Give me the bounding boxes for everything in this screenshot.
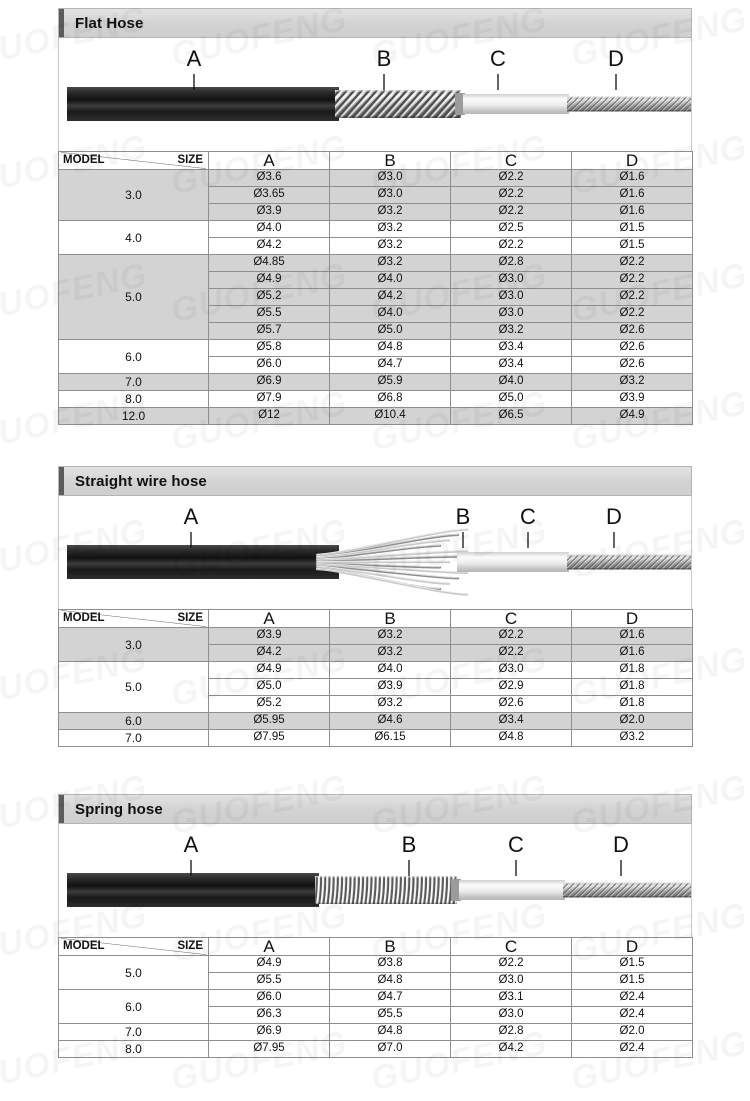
table-row (59, 221, 693, 238)
dim-cell-c: Ø5.0 (451, 391, 572, 408)
dim-cell-b: Ø3.2 (330, 645, 451, 662)
dim-cell-d: Ø2.4 (572, 990, 693, 1007)
dim-cell-a: Ø4.85 (209, 255, 330, 272)
diagram-area-flat-hose (58, 38, 692, 151)
dim-cell-d: Ø1.6 (572, 170, 693, 187)
steel-cable (548, 883, 691, 898)
column-header-c: C (451, 938, 572, 956)
dim-cell-b: Ø6.15 (330, 730, 451, 747)
column-header-d: D (572, 938, 693, 956)
diagram-label-c: C (520, 504, 536, 529)
corner-header-cell (59, 938, 209, 956)
steel-cable (552, 97, 691, 112)
diagram-label-c: C (508, 832, 524, 857)
dim-cell-c: Ø3.0 (451, 973, 572, 990)
diagram-label-c: C (490, 46, 506, 71)
dim-cell-d: Ø1.8 (572, 662, 693, 679)
model-cell: 6.0 (59, 990, 209, 1024)
spring-coil (315, 876, 457, 904)
model-cell: 5.0 (59, 662, 209, 713)
dim-cell-b: Ø3.8 (330, 956, 451, 973)
table-row (59, 340, 693, 357)
dim-cell-b: Ø4.7 (330, 990, 451, 1007)
dim-cell-d: Ø4.9 (572, 408, 693, 425)
outer-jacket (67, 873, 319, 907)
dim-cell-d: Ø2.2 (572, 255, 693, 272)
dim-cell-b: Ø4.6 (330, 713, 451, 730)
model-cell: 12.0 (59, 408, 209, 425)
dim-cell-a: Ø5.7 (209, 323, 330, 340)
dim-cell-a: Ø5.8 (209, 340, 330, 357)
dim-cell-a: Ø3.9 (209, 628, 330, 645)
model-axis-label: MODEL (63, 611, 105, 624)
dim-cell-c: Ø6.5 (451, 408, 572, 425)
dim-cell-b: Ø3.2 (330, 204, 451, 221)
model-cell: 7.0 (59, 1024, 209, 1041)
dim-cell-b: Ø3.2 (330, 696, 451, 713)
dim-cell-d: Ø3.2 (572, 374, 693, 391)
model-cell: 7.0 (59, 730, 209, 747)
dim-cell-c: Ø3.4 (451, 340, 572, 357)
dim-cell-d: Ø2.2 (572, 272, 693, 289)
dim-cell-a: Ø7.9 (209, 391, 330, 408)
dim-cell-d: Ø1.6 (572, 645, 693, 662)
diagram-label-d: D (606, 504, 622, 529)
dim-cell-d: Ø1.6 (572, 628, 693, 645)
dim-cell-b: Ø10.4 (330, 408, 451, 425)
size-axis-label: SIZE (177, 940, 203, 952)
table-row (59, 255, 693, 272)
dim-cell-a: Ø3.9 (209, 204, 330, 221)
dim-cell-a: Ø4.2 (209, 645, 330, 662)
table-header-row (59, 938, 693, 956)
dim-cell-b: Ø4.2 (330, 289, 451, 306)
size-axis-label: SIZE (177, 154, 203, 166)
corner-header-cell (59, 610, 209, 628)
section-straight-wire-hose (58, 466, 692, 747)
dim-cell-a: Ø5.5 (209, 306, 330, 323)
dim-cell-c: Ø3.0 (451, 1007, 572, 1024)
dim-cell-d: Ø1.5 (572, 238, 693, 255)
dim-cell-b: Ø4.8 (330, 973, 451, 990)
dim-cell-d: Ø2.6 (572, 340, 693, 357)
dim-cell-b: Ø3.0 (330, 187, 451, 204)
dim-cell-d: Ø2.2 (572, 289, 693, 306)
dim-cell-c: Ø3.0 (451, 662, 572, 679)
diagram-label-d: D (613, 832, 629, 857)
diagram-label-a: A (186, 46, 202, 71)
table-row (59, 1024, 693, 1041)
dim-cell-a: Ø6.9 (209, 1024, 330, 1041)
dim-cell-d: Ø3.2 (572, 730, 693, 747)
hose-diagram-straight-wire-hose (59, 496, 691, 609)
model-cell: 3.0 (59, 628, 209, 662)
dim-cell-c: Ø2.2 (451, 956, 572, 973)
column-header-a: A (209, 938, 330, 956)
table-row (59, 374, 693, 391)
diagram-label-d: D (608, 46, 624, 71)
dim-cell-b: Ø4.0 (330, 306, 451, 323)
dim-cell-a: Ø5.95 (209, 713, 330, 730)
straight-wire-bundle (317, 529, 467, 595)
inner-liner (459, 880, 565, 900)
dim-cell-b: Ø7.0 (330, 1041, 451, 1058)
diagram-label-a: A (183, 832, 199, 857)
spec-table-flat-hose (58, 151, 693, 425)
dim-cell-c: Ø3.1 (451, 990, 572, 1007)
dim-cell-d: Ø2.0 (572, 713, 693, 730)
dim-cell-a: Ø3.65 (209, 187, 330, 204)
column-header-b: B (330, 152, 451, 170)
model-axis-label: MODEL (63, 939, 105, 952)
dim-cell-b: Ø4.8 (330, 340, 451, 357)
inner-liner (457, 552, 569, 572)
dim-cell-d: Ø1.6 (572, 204, 693, 221)
diagram-label-b: B (376, 46, 392, 71)
section-title: Flat Hose (75, 14, 144, 32)
dim-cell-c: Ø2.2 (451, 170, 572, 187)
dim-cell-d: Ø1.5 (572, 973, 693, 990)
dim-cell-a: Ø4.2 (209, 238, 330, 255)
diagram-label-b: B (455, 504, 471, 529)
dim-cell-a: Ø6.0 (209, 357, 330, 374)
dim-cell-b: Ø4.0 (330, 272, 451, 289)
model-cell: 7.0 (59, 374, 209, 391)
column-header-c: C (451, 610, 572, 628)
dim-cell-d: Ø2.2 (572, 306, 693, 323)
diagram-label-b: B (401, 832, 417, 857)
dim-cell-a: Ø4.9 (209, 662, 330, 679)
dim-cell-c: Ø2.6 (451, 696, 572, 713)
dim-cell-b: Ø4.7 (330, 357, 451, 374)
dim-cell-c: Ø4.0 (451, 374, 572, 391)
dim-cell-a: Ø6.0 (209, 990, 330, 1007)
outer-jacket (67, 545, 339, 579)
corner-header-cell (59, 152, 209, 170)
diagram-area-straight-wire-hose (58, 496, 692, 609)
section-title: Straight wire hose (75, 472, 207, 490)
outer-jacket (67, 87, 339, 121)
dim-cell-a: Ø7.95 (209, 1041, 330, 1058)
model-cell: 6.0 (59, 713, 209, 730)
dim-cell-d: Ø2.0 (572, 1024, 693, 1041)
table-row (59, 990, 693, 1007)
dim-cell-b: Ø4.0 (330, 662, 451, 679)
dim-cell-b: Ø4.8 (330, 1024, 451, 1041)
dim-cell-a: Ø7.95 (209, 730, 330, 747)
dim-cell-b: Ø5.5 (330, 1007, 451, 1024)
hose-diagram-spring-hose (59, 824, 691, 937)
dim-cell-c: Ø2.8 (451, 1024, 572, 1041)
table-header-row (59, 152, 693, 170)
dim-cell-c: Ø2.2 (451, 187, 572, 204)
hose-diagram-flat-wire-hose (59, 38, 691, 151)
dim-cell-b: Ø5.9 (330, 374, 451, 391)
dim-cell-d: Ø2.4 (572, 1007, 693, 1024)
dim-cell-a: Ø5.2 (209, 696, 330, 713)
dim-cell-c: Ø2.8 (451, 255, 572, 272)
dim-cell-c: Ø4.8 (451, 730, 572, 747)
table-row (59, 170, 693, 187)
model-cell: 8.0 (59, 1041, 209, 1058)
dim-cell-b: Ø3.2 (330, 255, 451, 272)
table-row (59, 713, 693, 730)
column-header-d: D (572, 152, 693, 170)
dim-cell-a: Ø4.9 (209, 272, 330, 289)
dim-cell-c: Ø3.0 (451, 289, 572, 306)
table-header-row (59, 610, 693, 628)
dim-cell-d: Ø1.5 (572, 221, 693, 238)
dim-cell-d: Ø1.5 (572, 956, 693, 973)
dim-cell-b: Ø3.2 (330, 238, 451, 255)
table-row (59, 391, 693, 408)
column-header-c: C (451, 152, 572, 170)
column-header-b: B (330, 938, 451, 956)
dim-cell-c: Ø2.2 (451, 628, 572, 645)
section-spring-hose (58, 794, 692, 1058)
model-cell: 6.0 (59, 340, 209, 374)
table-row (59, 956, 693, 973)
dim-cell-d: Ø1.8 (572, 679, 693, 696)
model-cell: 5.0 (59, 255, 209, 340)
dim-cell-c: Ø2.9 (451, 679, 572, 696)
table-row (59, 408, 693, 425)
dim-cell-d: Ø3.9 (572, 391, 693, 408)
dim-cell-c: Ø2.2 (451, 204, 572, 221)
steel-cable (552, 555, 691, 570)
dim-cell-d: Ø2.6 (572, 357, 693, 374)
column-header-d: D (572, 610, 693, 628)
inner-liner (463, 94, 569, 114)
dim-cell-b: Ø3.2 (330, 221, 451, 238)
section-header-straight-wire-hose (58, 466, 692, 496)
dim-cell-d: Ø2.4 (572, 1041, 693, 1058)
dim-cell-a: Ø12 (209, 408, 330, 425)
model-axis-label: MODEL (63, 153, 105, 166)
dim-cell-a: Ø6.3 (209, 1007, 330, 1024)
dim-cell-c: Ø2.2 (451, 238, 572, 255)
model-cell: 4.0 (59, 221, 209, 255)
column-header-a: A (209, 610, 330, 628)
dim-cell-b: Ø3.0 (330, 170, 451, 187)
spec-table-straight-wire-hose (58, 609, 693, 747)
model-cell: 3.0 (59, 170, 209, 221)
column-header-a: A (209, 152, 330, 170)
dim-cell-a: Ø5.0 (209, 679, 330, 696)
dim-cell-b: Ø3.2 (330, 628, 451, 645)
table-row (59, 1041, 693, 1058)
section-header-flat-hose (58, 8, 692, 38)
dim-cell-a: Ø6.9 (209, 374, 330, 391)
dim-cell-a: Ø5.5 (209, 973, 330, 990)
dim-cell-a: Ø4.0 (209, 221, 330, 238)
model-cell: 8.0 (59, 391, 209, 408)
dim-cell-a: Ø4.9 (209, 956, 330, 973)
dim-cell-d: Ø1.6 (572, 187, 693, 204)
dim-cell-b: Ø5.0 (330, 323, 451, 340)
section-flat-hose (58, 8, 692, 425)
model-cell: 5.0 (59, 956, 209, 990)
dim-cell-c: Ø3.0 (451, 306, 572, 323)
dim-cell-a: Ø5.2 (209, 289, 330, 306)
dim-cell-c: Ø4.2 (451, 1041, 572, 1058)
dim-cell-a: Ø3.6 (209, 170, 330, 187)
dim-cell-c: Ø3.2 (451, 323, 572, 340)
spec-table-spring-hose (58, 937, 693, 1058)
table-row (59, 662, 693, 679)
dim-cell-b: Ø3.9 (330, 679, 451, 696)
diagram-area-spring-hose (58, 824, 692, 937)
section-title: Spring hose (75, 800, 163, 818)
size-axis-label: SIZE (177, 612, 203, 624)
table-row (59, 628, 693, 645)
dim-cell-d: Ø1.8 (572, 696, 693, 713)
column-header-b: B (330, 610, 451, 628)
dim-cell-c: Ø3.4 (451, 713, 572, 730)
dim-cell-b: Ø6.8 (330, 391, 451, 408)
dim-cell-c: Ø2.2 (451, 645, 572, 662)
dim-cell-c: Ø2.5 (451, 221, 572, 238)
table-row (59, 730, 693, 747)
dim-cell-d: Ø2.6 (572, 323, 693, 340)
section-header-spring-hose (58, 794, 692, 824)
diagram-label-a: A (183, 504, 199, 529)
dim-cell-c: Ø3.0 (451, 272, 572, 289)
dim-cell-c: Ø3.4 (451, 357, 572, 374)
